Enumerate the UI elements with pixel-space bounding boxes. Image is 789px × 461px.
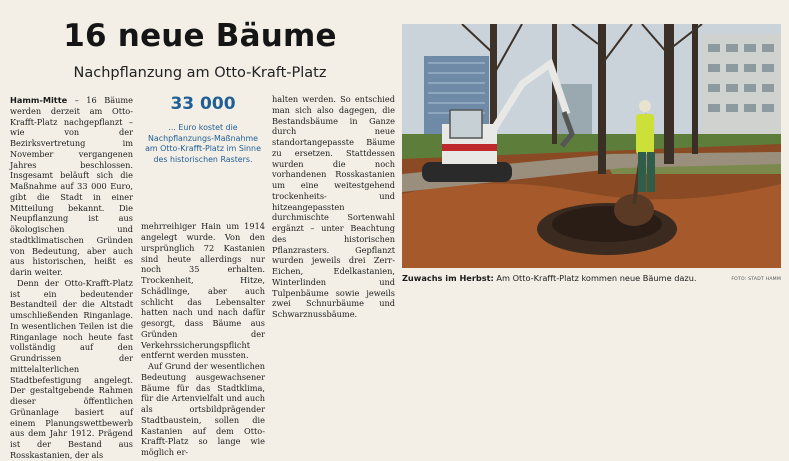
subhead: Nachpflanzung am Otto-Kraft-Platz [73, 65, 327, 81]
dateline: Hamm-Mitte [10, 95, 68, 105]
paragraph: halten werden. So entschied man sich also dagegen, die Bestandsbäume in Ganze durch neue standortangepasste Bäume zu ersetzen. Stattdessen wurden die noch vorhandenen Rosskastanien um eine weitestgehend trockenheits- und hitzeangepassten durchmischte Sortenwahl ergänzt – unter Beachtung des historischen Pflanzrasters. Gepflanzt wurden jeweils drei Zerr-Eichen, Edelkastanien, Winterlinden und Tulpenbäume sowie jeweils zwei Schnurbäume und Schwarznussbäume. [272, 94, 395, 319]
fact-number: 33 000 [170, 94, 236, 114]
article-column-1 [10, 95, 133, 461]
fact-text: ... Euro kostet die Nachpflanzungs-Maßnahme am Otto-Krafft-Platz im Sinne des historischen Rasters. [145, 123, 261, 164]
caption-text: Am Otto-Krafft-Platz kommen neue Bäume dazu. [493, 273, 697, 283]
paragraph [10, 95, 133, 278]
caption-lead: Zuwachs im Herbst: [402, 273, 494, 283]
paragraph-text: – 16 Bäume werden derzeit am Otto-Krafft-Platz nachgepflanzt – wie von der Bezirksvertretung im November vergangenen Jahres beschlossen. Insgesamt beläuft sich die Maßnahme auf 33 000 Euro, gibt die Stadt in einer Mitteilung bekannt. Die Neupflanzung ist aus ökologischen und stadtklimatischen Gründen von Bedeutung, aber auch aus historischen, heißt es darin weiter. [10, 95, 133, 277]
fact-box [141, 94, 265, 165]
article-column-2 [141, 94, 265, 458]
paragraph: Auf Grund der wesentlichen Bedeutung ausgewachsener Bäume für das Stadtklima, für die Artenvielfalt und auch als ortsbildprägender Stadtbaustein, sollen die Kastanien auf dem Otto-Krafft-Platz so lange wie möglich er- [141, 361, 265, 458]
news-photo [402, 24, 781, 268]
article-column-3 [272, 94, 395, 320]
photo-credit: FOTO: STADT HAMM [731, 277, 781, 282]
photo-caption [402, 273, 781, 283]
photo-illustration [402, 24, 781, 268]
paragraph: Denn der Otto-Krafft-Platz ist ein bedeutender Bestandteil der die Altstadt umschließenden Ringanlage. In wesentlichen Teilen ist die Ringanlage noch heute fast vollständig auf den Grundrissen der mittelalterlichen Stadtbefestigung angelegt. Der gestaltgebende Rahmen dieser öffentlichen Grünanlage basiert auf einem Planungswettbewerb aus dem Jahr 1912. Prägend ist der Bestand aus Rosskastanien, der als [10, 277, 133, 460]
paragraph: mehrreihiger Hain um 1914 angelegt wurde. Von den ursprünglich 72 Kastanien sind heute allerdings nur noch 35 erhalten. Trockenheit, Hitze, Schädlinge, aber auch schlicht das Lebensalter hatten nach und nach dafür gesorgt, dass Bäume aus Gründen der Verkehrssicherungspflicht entfernt werden mussten. [141, 221, 265, 361]
headline: 16 neue Bäume [63, 18, 337, 54]
